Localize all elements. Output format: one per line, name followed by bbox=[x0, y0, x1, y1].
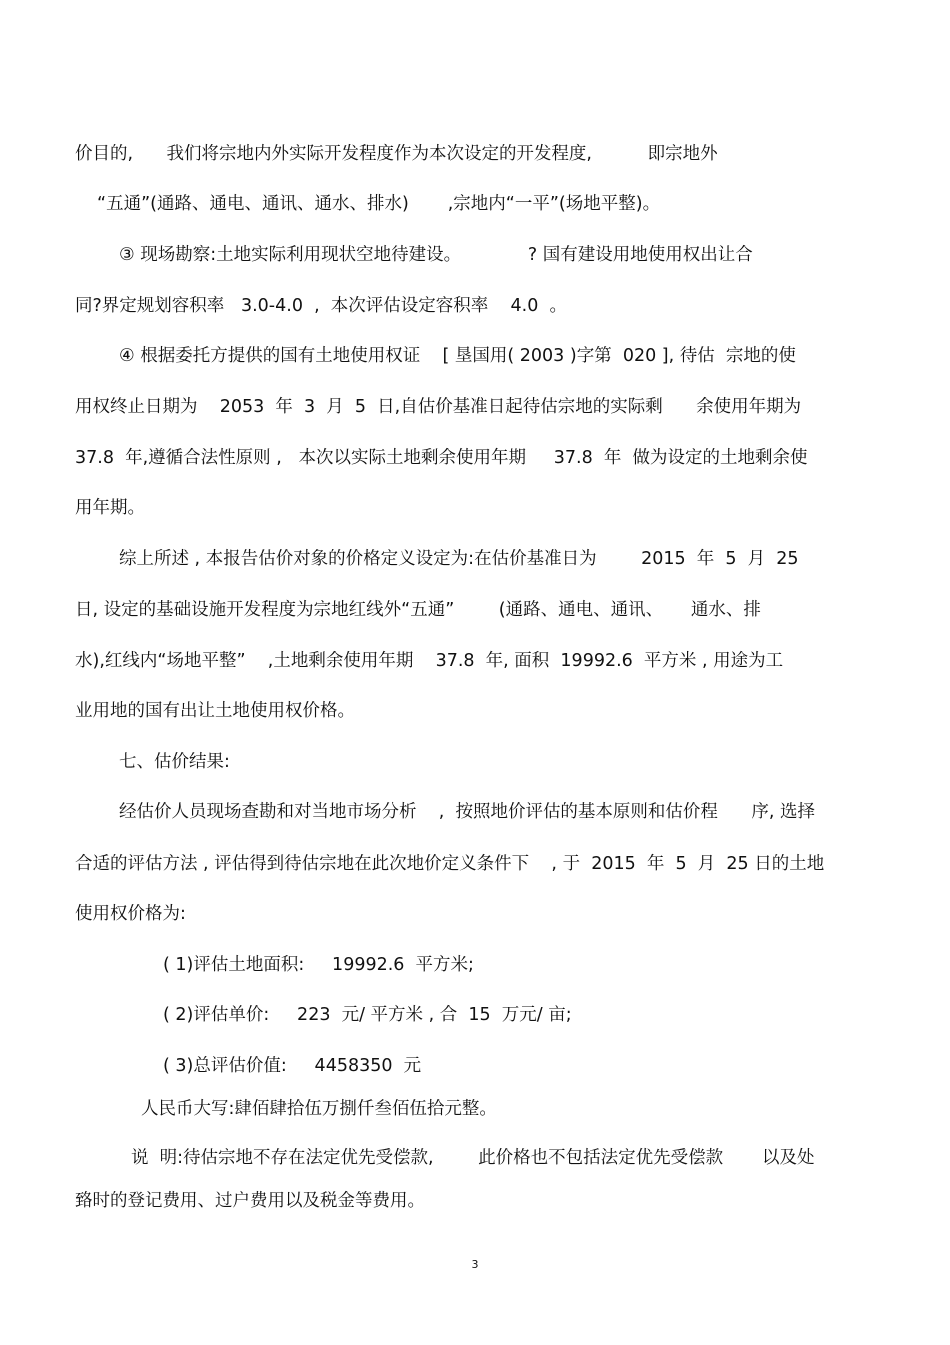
text-line-7: 37.8 年,遵循合法性原则 , 本次以实际土地剩余使用年期 37.8 年 做为设定的土地剩余使 bbox=[75, 448, 808, 468]
result-item-total-value: ( 3)总评估价值: 4458350 元 bbox=[163, 1056, 422, 1076]
text-line-3: ③ 现场勘察:土地实际利用现状空地待建设。 ? 国有建设用地使用权出让合 bbox=[119, 245, 753, 265]
result-item-area: ( 1)评估土地面积: 19992.6 平方米; bbox=[163, 955, 474, 975]
text-line-6: 用权终止日期为 2053 年 3 月 5 日,自估价基准日起待估宗地的实际剩 余使用年期为 bbox=[75, 397, 802, 417]
text-line-note-2: 臵时的登记费用、过户费用以及税金等费用。 bbox=[75, 1191, 425, 1211]
text-line-10: 日, 设定的基础设施开发程度为宗地红线外“五通” (通路、通电、通讯、 通水、排 bbox=[75, 600, 761, 620]
text-line-5: ④ 根据委托方提供的国有土地使用权证 [ 垦国用( 2003 )字第 020 ], 待估 宗地的使 bbox=[119, 346, 796, 366]
text-line-2: “五通”(通路、通电、通讯、通水、排水) ,宗地内“一平”(场地平整)。 bbox=[97, 194, 661, 214]
text-line-1: 价目的, 我们将宗地内外实际开发程度作为本次设定的开发程度, 即宗地外 bbox=[75, 144, 718, 164]
text-line-9: 综上所述 , 本报告估价对象的价格定义设定为:在估价基准日为 2015 年 5 月 25 bbox=[119, 549, 799, 569]
text-line-11: 水),红线内“场地平整” ,土地剩余使用年期 37.8 年, 面积 19992.6 平方米 , 用途为工 bbox=[75, 651, 784, 671]
section-heading-estimation-result: 七、估价结果: bbox=[119, 752, 230, 772]
text-line-12: 业用地的国有出让土地使用权价格。 bbox=[75, 701, 355, 721]
text-line-16: 使用权价格为: bbox=[75, 904, 186, 924]
page-number: 3 bbox=[471, 1258, 479, 1271]
text-line-4: 同?界定规划容积率 3.0-4.0 , 本次评估设定容积率 4.0 。 bbox=[75, 296, 567, 316]
result-item-unit-price: ( 2)评估单价: 223 元/ 平方米 , 合 15 万元/ 亩; bbox=[163, 1005, 572, 1025]
text-line-14: 经估价人员现场查勘和对当地市场分析 , 按照地价评估的基本原则和估价程 序, 选择 bbox=[119, 802, 815, 822]
text-line-8: 用年期。 bbox=[75, 498, 145, 518]
text-line-note-1: 说 明:待估宗地不存在法定优先受偿款, 此价格也不包括法定优先受偿款 以及处 bbox=[131, 1148, 815, 1168]
total-in-chinese-capitals: 人民币大写:肆佰肆拾伍万捌仟叁佰伍拾元整。 bbox=[141, 1099, 497, 1119]
text-line-15: 合适的评估方法 , 评估得到待估宗地在此次地价定义条件下 , 于 2015 年 5 月 25 日的土地 bbox=[75, 854, 825, 874]
